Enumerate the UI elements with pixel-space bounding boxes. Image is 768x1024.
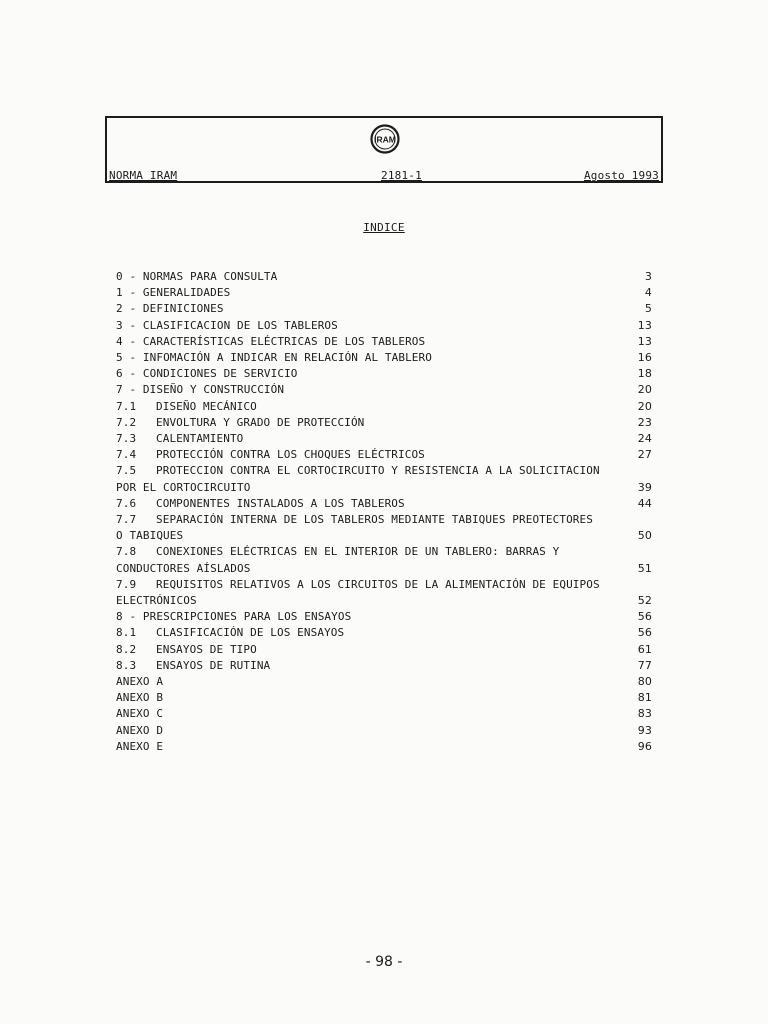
toc-entry-number: 8.3 xyxy=(116,658,137,672)
toc-entry-title: NORMAS PARA CONSULTA xyxy=(142,270,278,283)
toc-entry xyxy=(116,642,652,658)
toc-entry-title: CLASIFICACION DE LOS TABLEROS xyxy=(142,318,338,332)
toc-entry xyxy=(116,512,652,544)
toc-entry-page: 5 xyxy=(644,302,652,316)
toc-entry-page: 3 xyxy=(644,270,652,283)
toc-entry-page: 56 xyxy=(637,610,652,624)
header-standard-number: 2181-1 xyxy=(381,169,422,182)
toc-entry-line xyxy=(116,335,425,348)
toc-entry-number: 7.6 xyxy=(116,496,137,510)
toc-entry-number: 0 - xyxy=(116,270,137,283)
toc-entry-line xyxy=(116,740,163,753)
toc-entry xyxy=(116,706,652,722)
toc-entry-title: DISEÑO MECÁNICO xyxy=(156,399,257,413)
toc-entry-number: 7.5 xyxy=(116,464,137,478)
toc-entry-line xyxy=(116,610,351,623)
toc-entry-title: PROTECCIÓN CONTRA LOS CHOQUES ELÉCTRICOS xyxy=(156,448,425,462)
toc-entry-number: 7.9 xyxy=(116,577,137,591)
toc-entry-title: CONEXIONES ELÉCTRICAS EN EL INTERIOR DE UN TABLERO: BARRAS Y xyxy=(156,545,560,559)
toc-entry xyxy=(116,285,652,301)
toc-entry-page: 18 xyxy=(637,367,652,381)
toc-entry-line xyxy=(116,497,405,510)
toc-entry-number: 8 - xyxy=(116,610,137,624)
toc-entry xyxy=(116,463,652,495)
logo-text: IRAM xyxy=(374,134,396,145)
toc-entry xyxy=(116,415,652,431)
toc-entry-line xyxy=(116,448,425,461)
toc-entry-line xyxy=(116,319,338,332)
toc-entry-page: 39 xyxy=(637,480,652,494)
toc-entry-line xyxy=(116,463,652,479)
toc-entry-title: GENERALIDADES xyxy=(142,286,231,300)
toc-entry-title-continued: POR EL CORTOCIRCUITO xyxy=(116,480,251,494)
toc-entry xyxy=(116,447,652,463)
toc-entry-page: 83 xyxy=(637,707,652,721)
header-standard-label: NORMA IRAM xyxy=(109,169,178,182)
toc-entry-title: ENSAYOS DE RUTINA xyxy=(156,658,271,672)
toc-entry-page: 56 xyxy=(637,626,652,640)
toc-entry xyxy=(116,625,652,641)
toc-entry-line xyxy=(116,626,344,639)
toc-entry xyxy=(116,318,652,334)
toc-entry-title: ANEXO E xyxy=(116,739,164,753)
toc-entry xyxy=(116,431,652,447)
toc-entry-line xyxy=(116,577,652,593)
toc-entry-line xyxy=(116,367,298,380)
toc-entry xyxy=(116,496,652,512)
toc-entry xyxy=(116,350,652,366)
toc-entry-page: 81 xyxy=(637,691,652,705)
toc-entry-line xyxy=(116,707,163,720)
toc-entry-title-continued: CONDUCTORES AÍSLADOS xyxy=(116,561,251,575)
toc-entry-number: 3 - xyxy=(116,318,137,332)
toc-entry-number: 7.1 xyxy=(116,399,137,413)
toc-entry-page: 4 xyxy=(644,286,652,300)
toc-entry-number: 4 - xyxy=(116,334,137,348)
toc-entry-page: 80 xyxy=(637,675,652,689)
toc-entry-title-continued: ELECTRÓNICOS xyxy=(116,594,197,608)
toc-entry-line xyxy=(116,351,432,364)
toc-entry-title: COMPONENTES INSTALADOS A LOS TABLEROS xyxy=(156,496,405,510)
toc-entry-title: PRESCRIPCIONES PARA LOS ENSAYOS xyxy=(142,610,352,624)
document-header xyxy=(105,116,663,183)
toc-entry-line xyxy=(116,512,652,528)
toc-entry-title: DEFINICIONES xyxy=(142,302,224,316)
toc-entry-page: 44 xyxy=(637,496,652,510)
toc-entry-title: CLASIFICACIÓN DE LOS ENSAYOS xyxy=(156,626,345,640)
toc-entry-title: ENSAYOS DE TIPO xyxy=(156,642,257,656)
toc-entry-page: 13 xyxy=(637,318,652,332)
toc-entry xyxy=(116,739,652,755)
toc-entry-line xyxy=(116,724,163,737)
toc-entry-page: 20 xyxy=(637,399,652,413)
toc-entry-title-continued: O TABIQUES xyxy=(116,529,184,543)
toc-entry-number: 7 - xyxy=(116,383,137,397)
toc-entry xyxy=(116,366,652,382)
toc-entry-title: ANEXO C xyxy=(116,707,164,721)
toc-entry-page: 50 xyxy=(637,529,652,543)
toc-entry xyxy=(116,334,652,350)
toc-entry-page: 16 xyxy=(637,351,652,365)
toc-entry-line xyxy=(116,286,230,299)
toc-entry-page: 23 xyxy=(637,415,652,429)
table-of-contents xyxy=(116,269,652,755)
toc-entry-number: 7.8 xyxy=(116,545,137,559)
toc-entry-line xyxy=(116,302,224,315)
toc-entry-number: 5 - xyxy=(116,351,137,365)
toc-entry-line xyxy=(116,432,243,445)
page-number: - 98 - xyxy=(365,954,403,970)
toc-entry-number: 7.3 xyxy=(116,432,137,446)
toc-entry-title: ANEXO D xyxy=(116,723,164,737)
toc-entry-number: 7.4 xyxy=(116,448,137,462)
toc-entry-number: 6 - xyxy=(116,367,137,381)
toc-entry-page: 52 xyxy=(637,594,652,608)
toc-entry-number: 8.1 xyxy=(116,626,137,640)
toc-entry-page: 96 xyxy=(637,739,652,753)
toc-entry xyxy=(116,658,652,674)
toc-entry-title: REQUISITOS RELATIVOS A LOS CIRCUITOS DE LA ALIMENTACIÓN DE EQUIPOS xyxy=(156,577,600,591)
toc-entry xyxy=(116,399,652,415)
toc-entry-line xyxy=(116,659,270,672)
toc-entry-page: 27 xyxy=(637,448,652,462)
toc-entry xyxy=(116,674,652,690)
toc-entry xyxy=(116,723,652,739)
toc-entry-line xyxy=(116,643,257,656)
toc-entry-line xyxy=(116,383,284,396)
toc-entry xyxy=(116,301,652,317)
toc-entry-line xyxy=(116,544,652,560)
toc-entry-page: 77 xyxy=(637,658,652,672)
toc-entry-title: ANEXO B xyxy=(116,691,164,705)
toc-entry-page: 20 xyxy=(637,383,652,397)
toc-entry xyxy=(116,382,652,398)
toc-entry-title: PROTECCION CONTRA EL CORTOCIRCUITO Y RESISTENCIA A LA SOLICITACION xyxy=(156,464,600,478)
toc-entry-number: 7.7 xyxy=(116,513,137,527)
toc-entry-line xyxy=(116,400,257,413)
toc-entry-title: CONDICIONES DE SERVICIO xyxy=(142,367,298,381)
toc-entry xyxy=(116,269,652,285)
toc-entry xyxy=(116,577,652,609)
toc-entry-title: CARACTERÍSTICAS ELÉCTRICAS DE LOS TABLEROS xyxy=(142,334,426,348)
toc-entry-page: 51 xyxy=(637,561,652,575)
toc-entry-title: ENVOLTURA Y GRADO DE PROTECCIÓN xyxy=(156,415,365,429)
index-title: INDICE xyxy=(363,221,405,234)
toc-entry-number: 2 - xyxy=(116,302,137,316)
header-date: Agosto 1993 xyxy=(583,169,659,182)
toc-entry-line xyxy=(116,270,277,283)
toc-entry-line xyxy=(116,675,163,688)
toc-entry-number: 7.2 xyxy=(116,415,137,429)
toc-entry-page: 61 xyxy=(637,642,652,656)
toc-entry xyxy=(116,690,652,706)
toc-entry-page: 24 xyxy=(637,432,652,446)
toc-entry-number: 1 - xyxy=(116,286,137,300)
toc-entry-line xyxy=(116,691,163,704)
toc-entry-title: ANEXO A xyxy=(116,675,164,689)
toc-entry xyxy=(116,609,652,625)
toc-entry-page: 13 xyxy=(637,334,652,348)
iram-logo-icon xyxy=(370,124,400,154)
toc-entry-title: CALENTAMIENTO xyxy=(156,432,244,446)
toc-entry-line xyxy=(116,416,364,429)
toc-entry-title: INFOMACIÓN A INDICAR EN RELACIÓN AL TABLERO xyxy=(142,351,432,365)
toc-entry-page: 93 xyxy=(637,723,652,737)
toc-entry xyxy=(116,544,652,576)
toc-entry-title: DISEÑO Y CONSTRUCCIÓN xyxy=(142,383,285,397)
toc-entry-number: 8.2 xyxy=(116,642,137,656)
toc-entry-title: SEPARACIÓN INTERNA DE LOS TABLEROS MEDIANTE TABIQUES PREOTECTORES xyxy=(156,513,593,527)
